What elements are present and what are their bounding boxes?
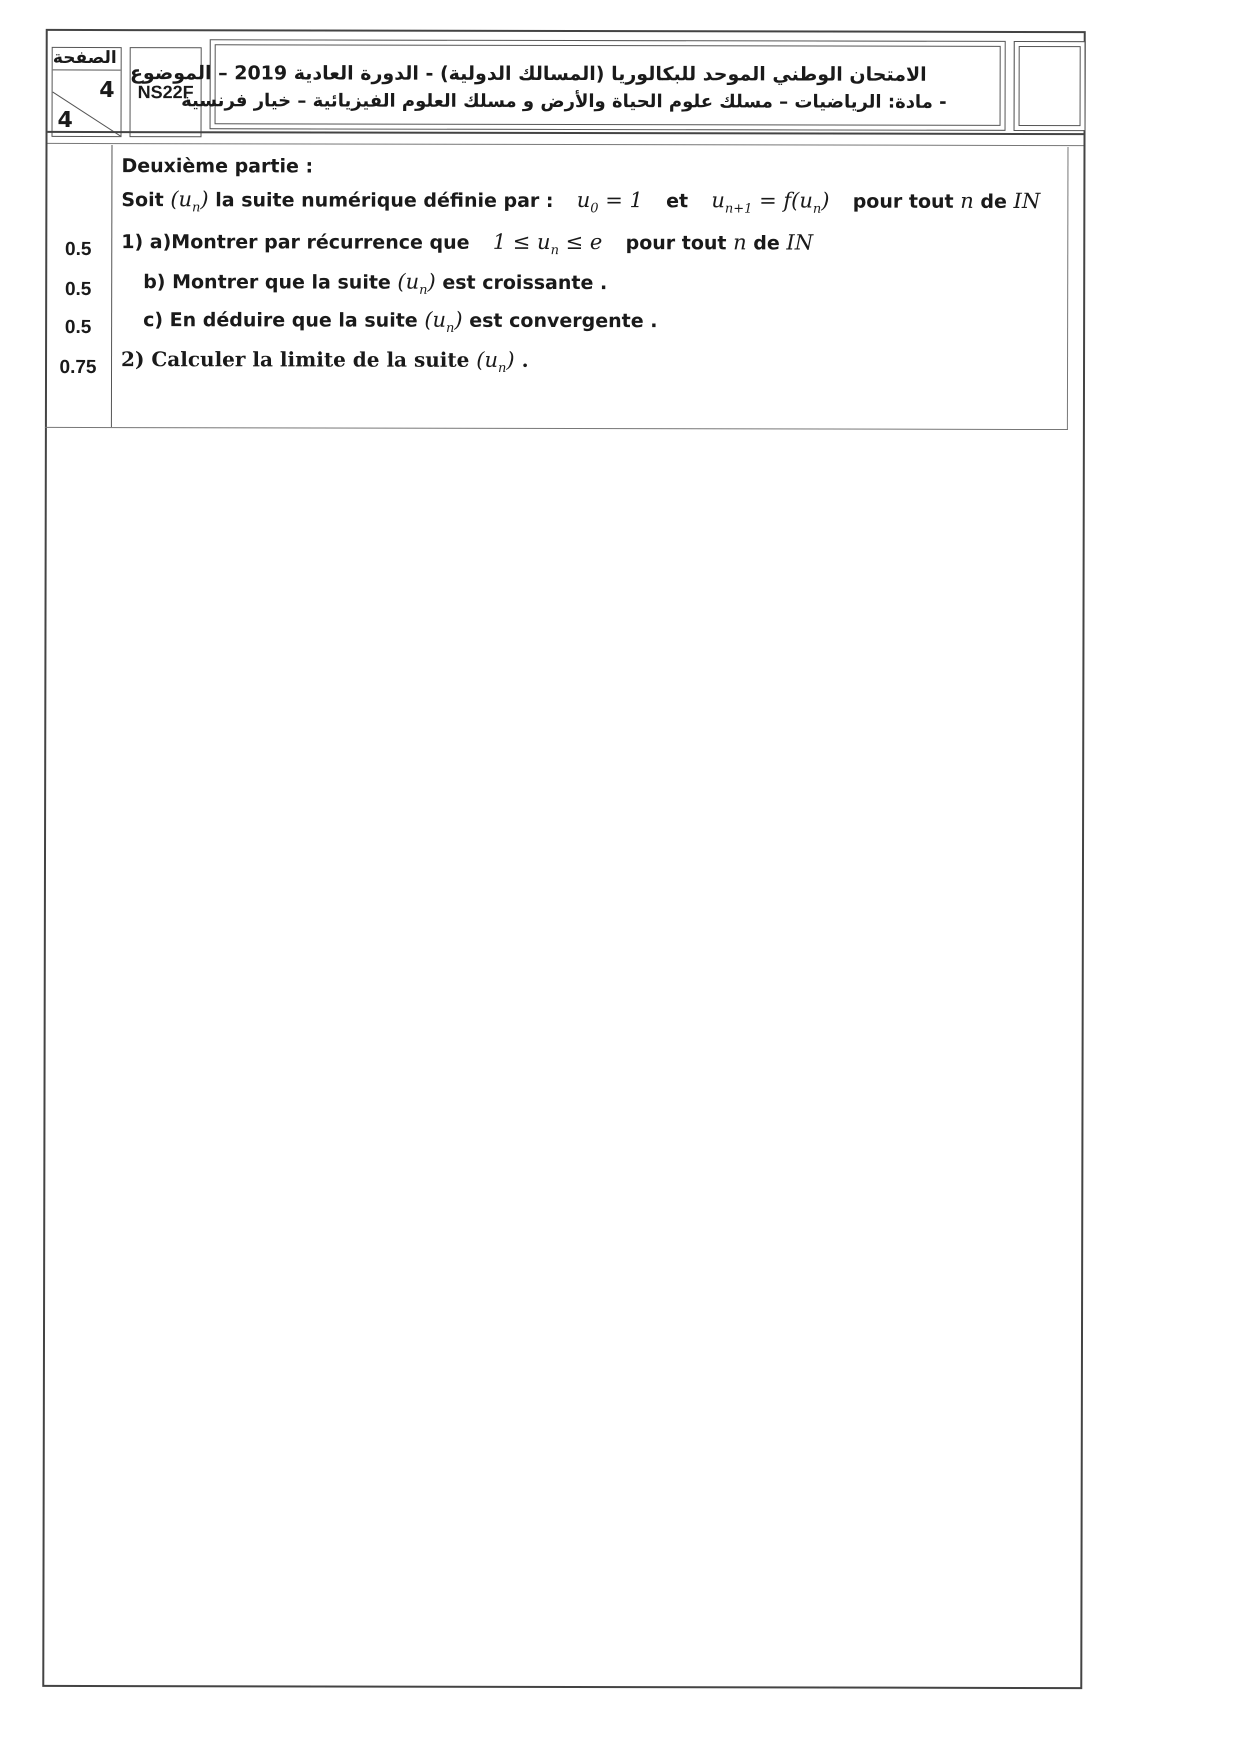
question-1c: c) En déduire que la suite $(u_n)$ est convergente . <box>143 307 658 336</box>
q1b-text: b) Montrer que la suite <box>143 271 391 294</box>
page-number-box <box>52 47 122 137</box>
exam-title-line2: - مادة: الرياضيات – مسلك علوم الحياة والأرض و مسلك العلوم الفيزيائية – خيار فرنسية <box>181 90 947 113</box>
question-1b: b) Montrer que la suite $(u_n)$ est croissante . <box>143 269 608 298</box>
score-q1c: 0.5 <box>64 316 92 339</box>
q2-text: 2) Calculer la limite de la suite <box>121 347 470 372</box>
intro-and: et <box>666 190 689 213</box>
page-current: 4 <box>99 78 115 104</box>
score-q1a: 0.5 <box>65 238 92 261</box>
question-1a: 1) a)Montrer par récurrence que $1 \le u_n \le e$ pour tout n de IN <box>121 229 814 259</box>
intro-de: de <box>980 190 1007 213</box>
intro-pour-tout: pour tout <box>852 190 954 213</box>
q1a-pour-tout: pour tout <box>625 232 727 255</box>
header-rule <box>48 131 1084 135</box>
sequence-definition: Soit $(u_n)$ la suite numérique définie par : $u_0 = 1$ et $u_{n+1} = f(u_n)$ pour tout n de IN <box>121 187 1041 217</box>
question-2: 2) Calculer la limite de la suite $(u_n)$ . <box>121 347 529 377</box>
q1c-text: c) En déduire que la suite <box>143 309 418 332</box>
q1a-de: de <box>753 232 780 255</box>
exam-sheet <box>42 29 1085 1689</box>
empty-corner-box <box>1014 41 1086 131</box>
q1c-tail: est convergente . <box>469 309 658 333</box>
q1a-text: 1) a)Montrer par récurrence que <box>121 231 470 254</box>
page-total: 4 <box>57 107 73 133</box>
section-heading: Deuxième partie : <box>121 155 314 178</box>
question-table <box>45 145 1069 430</box>
intro-soit: Soit <box>121 189 164 212</box>
page-label: الصفحة <box>52 47 117 69</box>
set-naturals: IN <box>1013 188 1041 213</box>
exam-title-line1: الامتحان الوطني الموحد للبكالوريا (المسالك الدولية) - الدورة العادية 2019 – الموضوع <box>129 62 927 86</box>
q1b-tail: est croissante . <box>442 271 608 295</box>
exam-code: NS22F <box>130 47 202 137</box>
intro-definition-text: la suite numérique définie par : <box>215 189 554 212</box>
score-q1b: 0.5 <box>64 278 92 301</box>
q2-tail: . <box>521 347 529 372</box>
score-q2: 0.75 <box>59 356 97 379</box>
q1a-set-naturals: IN <box>786 230 814 255</box>
